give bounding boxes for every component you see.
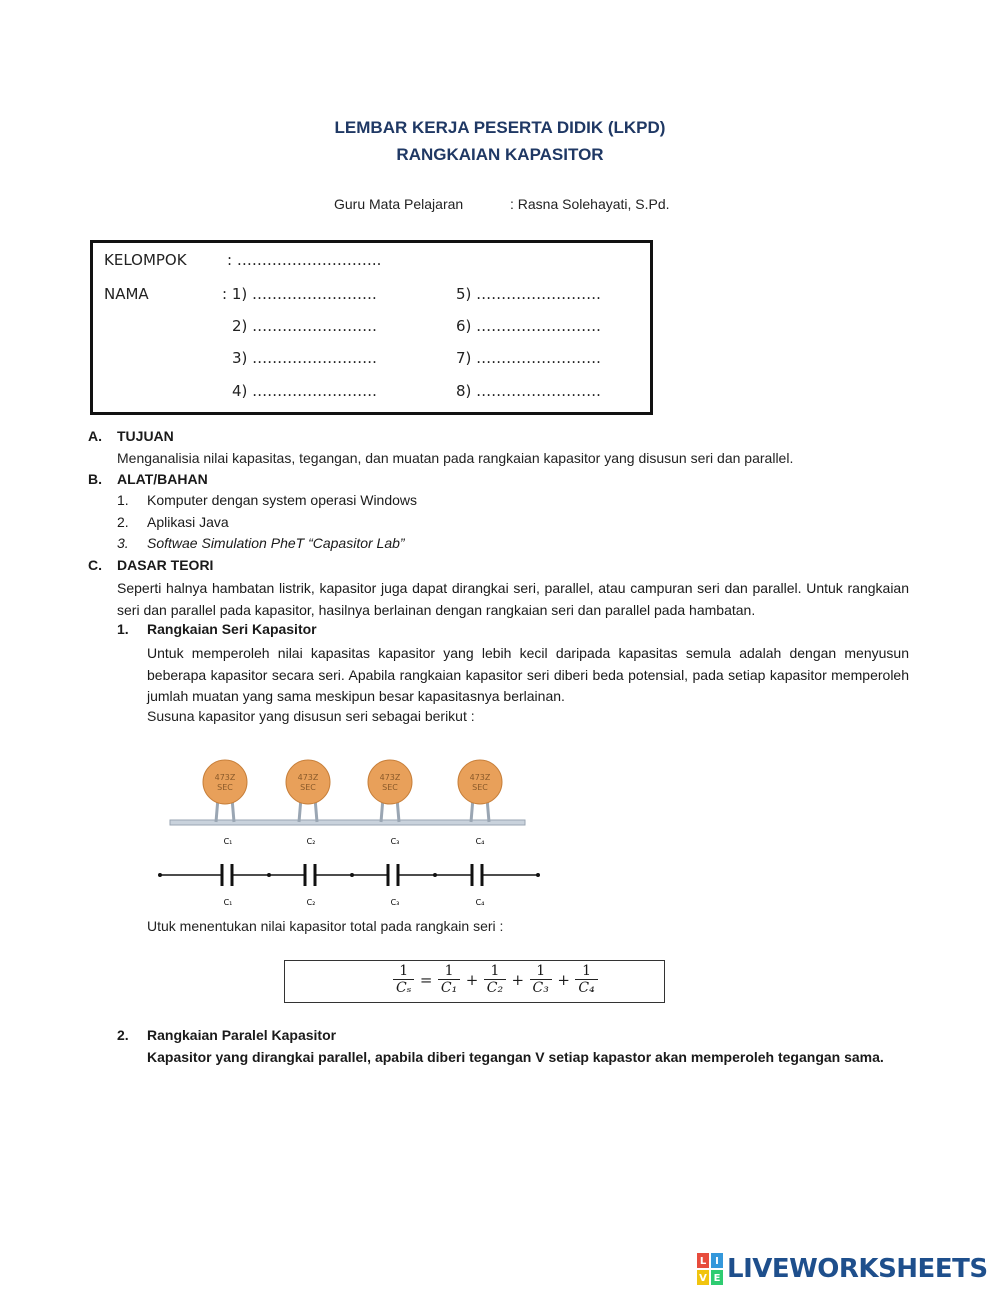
- section-a-text: Menganalisia nilai kapasitas, tegangan, dan muatan pada rangkaian kapasitor yang disusun seri dan parallel.: [117, 450, 794, 466]
- series-capacitor-figure: [150, 748, 550, 913]
- series-formula: [393, 963, 598, 997]
- list-item-number: 1.: [117, 492, 129, 508]
- section-c-intro: Seperti halnya hambatan listrik, kapasitor juga dapat dirangkai seri, parallel, atau campuran seri dan parallel. Untuk rangkaian seri dan parallel pada kapasitor, hasilnya berlainan dengan rangkaian seri dan parallel pada hambatan.: [117, 580, 909, 618]
- sub2-text: Kapasitor yang dirangkai parallel, apabila diberi tegangan V setiap kapastor akan memperoleh tegangan sama.: [147, 1049, 884, 1065]
- formula-term-3: $\frac{1}{\text{C₃}}$: [530, 963, 552, 997]
- capacitor-label-bottom-4: C₄: [475, 898, 485, 907]
- capacitor-marking: SEC: [300, 783, 316, 792]
- capacitor-label-top-3: C₃: [390, 837, 400, 846]
- name-field-1[interactable]: : 1) …………………….: [222, 285, 377, 303]
- name-field-5[interactable]: 5) …………………….: [456, 285, 601, 303]
- capacitor-marking: 473Z: [469, 773, 491, 782]
- list-item: Komputer dengan system operasi Windows: [147, 492, 418, 508]
- sub1-text2: Susuna kapasitor yang disusun seri sebagai berikut :: [147, 708, 475, 724]
- capacitor-marking: SEC: [217, 783, 233, 792]
- document-subtitle: RANGKAIAN KAPASITOR: [396, 145, 604, 164]
- capacitor-label-bottom-2: C₂: [306, 898, 316, 907]
- svg-text:L: L: [699, 1256, 707, 1267]
- formula-lhs: $\frac{1}{\text{Cₛ}}$: [393, 963, 414, 997]
- capacitor-label-top-2: C₂: [306, 837, 316, 846]
- sub1-text: Untuk memperoleh nilai kapasitas kapasitor yang lebih kecil daripada kapasitas semula adalah dengan menyusun beberapa kapasitor secara seri. Apabila rangkaian kapasitor seri diberi beda potensial, pada setiap kapasitor memperoleh jumlah muatan yang sama meskipun besar kapasitasnya berlainan.: [147, 645, 909, 704]
- name-field-4[interactable]: 4) …………………….: [232, 382, 377, 400]
- liveworksheets-logo-icon: [697, 1253, 725, 1285]
- nama-label: NAMA: [104, 285, 149, 303]
- capacitor-marking: 473Z: [297, 773, 319, 782]
- formula-intro: Utuk menentukan nilai kapasitor total pada rangkain seri :: [147, 918, 504, 934]
- series-circuit-schematic: [160, 864, 538, 886]
- section-a-title: TUJUAN: [117, 428, 174, 444]
- capacitor-photo-3: [368, 760, 412, 822]
- formula-plus: +: [557, 971, 570, 989]
- sub2-number: 2.: [117, 1027, 129, 1043]
- teacher-label: Guru Mata Pelajaran: [334, 196, 464, 212]
- formula-equals: =: [419, 971, 433, 989]
- list-item-number: 2.: [117, 514, 129, 530]
- formula-term-4: $\frac{1}{\text{C₄}}$: [575, 963, 597, 997]
- capacitor-marking: SEC: [382, 783, 398, 792]
- list-item: Softwae Simulation PheT “Capasitor Lab”: [147, 535, 405, 551]
- svg-text:E: E: [713, 1273, 721, 1284]
- capacitor-marking: 473Z: [379, 773, 401, 782]
- section-c-title: DASAR TEORI: [117, 557, 214, 573]
- name-field-2[interactable]: 2) …………………….: [232, 317, 377, 335]
- capacitor-photo-4: [458, 760, 502, 822]
- section-b-title: ALAT/BAHAN: [117, 471, 208, 487]
- section-a-letter: A.: [88, 428, 102, 444]
- capacitor-marking: 473Z: [214, 773, 236, 782]
- document-title: LEMBAR KERJA PESERTA DIDIK (LKPD): [334, 118, 666, 137]
- capacitor-marking: SEC: [472, 783, 488, 792]
- name-field-7[interactable]: 7) …………………….: [456, 349, 601, 367]
- capacitor-photo-2: [286, 760, 330, 822]
- kelompok-label: KELOMPOK: [104, 251, 187, 269]
- list-item-number: 3.: [117, 535, 129, 551]
- sub2-title: Rangkaian Paralel Kapasitor: [147, 1027, 337, 1043]
- liveworksheets-logo-text[interactable]: LIVEWORKSHEETS: [727, 1254, 988, 1284]
- list-item: Aplikasi Java: [147, 514, 229, 530]
- formula-term-2: $\frac{1}{\text{C₂}}$: [484, 963, 506, 997]
- name-field-8[interactable]: 8) …………………….: [456, 382, 601, 400]
- sub1-number: 1.: [117, 621, 129, 637]
- section-c-letter: C.: [88, 557, 102, 573]
- capacitor-label-top-1: C₁: [223, 837, 233, 846]
- capacitor-photo-1: [203, 760, 247, 822]
- capacitor-label-top-4: C₄: [475, 837, 485, 846]
- section-b-letter: B.: [88, 471, 102, 487]
- svg-text:V: V: [699, 1273, 707, 1284]
- series-formula-box: [284, 960, 665, 1003]
- capacitor-label-bottom-1: C₁: [223, 898, 233, 907]
- name-field-3[interactable]: 3) …………………….: [232, 349, 377, 367]
- capacitor-label-bottom-3: C₃: [390, 898, 400, 907]
- svg-text:I: I: [715, 1256, 719, 1267]
- sub1-title: Rangkaian Seri Kapasitor: [147, 621, 317, 637]
- name-field-6[interactable]: 6) …………………….: [456, 317, 601, 335]
- teacher-name: : Rasna Solehayati, S.Pd.: [510, 196, 670, 212]
- formula-plus: +: [511, 971, 525, 989]
- formula-plus: +: [465, 971, 479, 989]
- kelompok-field[interactable]: : ………………………..: [227, 251, 382, 269]
- formula-term-1: $\frac{1}{\text{C₁}}$: [438, 963, 460, 997]
